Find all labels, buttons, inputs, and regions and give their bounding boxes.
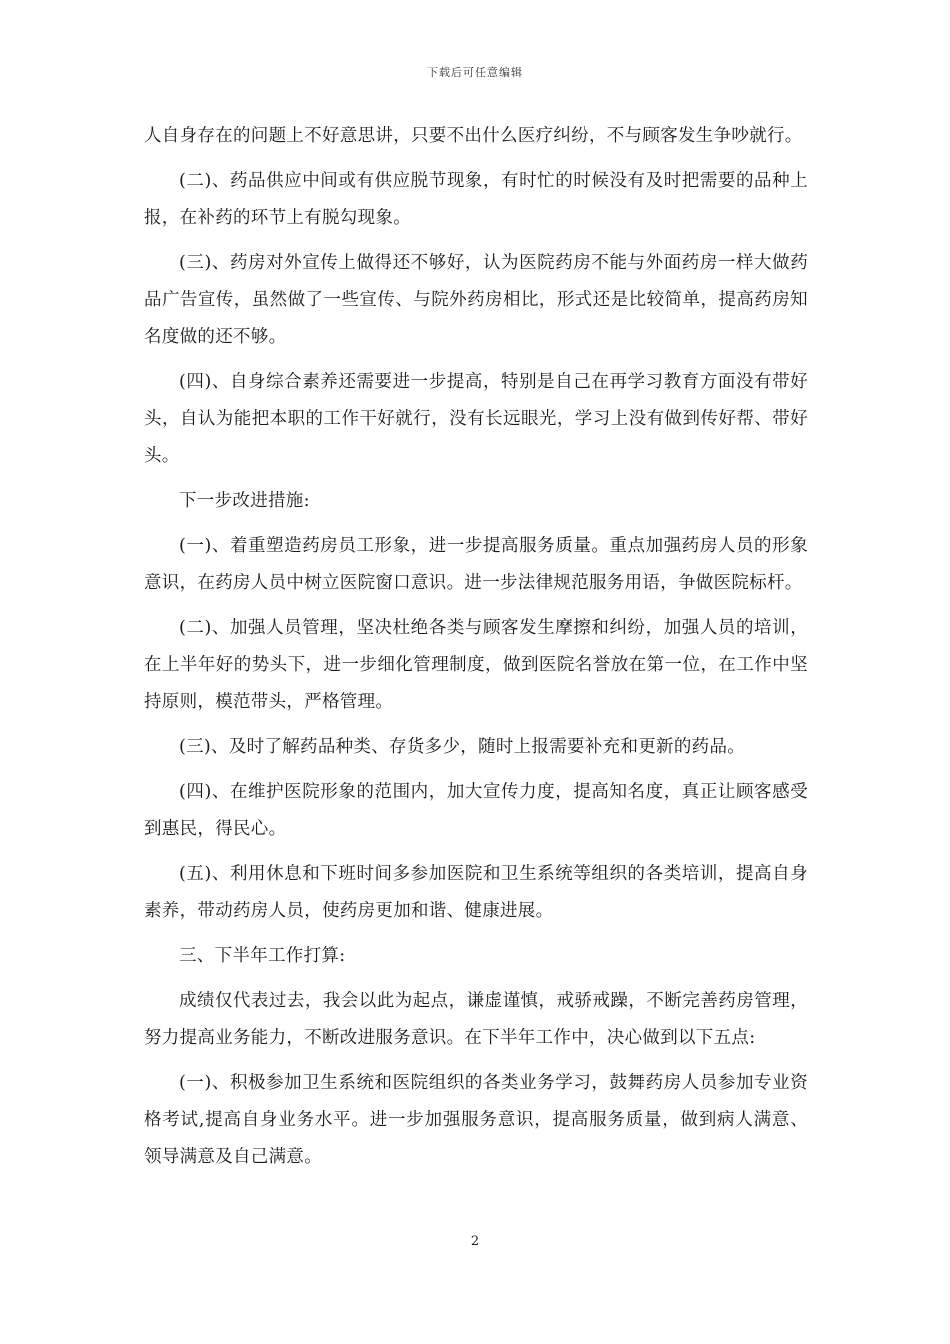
- paragraph-plan-1: (一)、积极参加卫生系统和医院组织的各类业务学习，鼓舞药房人员参加专业资格考试,提高自身业务水平。进一步加强服务意识，提高服务质量，做到病人满意、领导满意及自己满意。: [144, 1073, 808, 1167]
- paragraph-issue-4: (四)、自身综合素养还需要进一步提高，特别是自己在再学习教育方面没有带好头，自认为能把本职的工作干好就行，没有长远眼光，学习上没有做到传好帮、带好头。: [144, 372, 808, 466]
- paragraph-measure-4: (四)、在维护医院形象的范围内，加大宣传力度，提高知名度，真正让顾客感受到惠民，得民心。: [144, 782, 808, 839]
- page-header: 下载后可任意编辑: [427, 66, 523, 79]
- paragraph-measure-5: (五)、利用休息和下班时间多参加医院和卫生系统等组织的各类培训，提高自身素养，带动药房人员，使药房更加和谐、健康进展。: [144, 864, 808, 921]
- paragraph-measure-1: (一)、着重塑造药房员工形象，进一步提高服务质量。重点加强药房人员的形象意识，在药房人员中树立医院窗口意识。进一步法律规范服务用语，争做医院标杆。: [144, 536, 808, 593]
- paragraph-measure-2: (二)、加强人员管理，坚决杜绝各类与顾客发生摩擦和纠纷，加强人员的培训，在上半年好的势头下，进一步细化管理制度，做到医院名誉放在第一位，在工作中坚持原则，模范带头，严格管理。: [144, 618, 808, 712]
- paragraph-continuation: 人自身存在的问题上不好意思讲，只要不出什么医疗纠纷，不与顾客发生争吵就行。: [144, 126, 803, 146]
- paragraph-issue-3: (三)、药房对外宣传上做得还不够好，认为医院药房不能与外面药房一样大做药品广告宣传，虽然做了一些宣传、与院外药房相比，形式还是比较简单，提高药房知名度做的还不够。: [144, 253, 808, 347]
- section-heading-improvements: 下一步改进措施:: [179, 491, 310, 511]
- document-body: [144, 118, 808, 1184]
- section-heading-plan: 三、下半年工作打算:: [179, 946, 346, 966]
- paragraph-measure-3: (三)、及时了解药品种类、存货多少，随时上报需要补充和更新的药品。: [179, 737, 746, 757]
- paragraph-plan-intro: 成绩仅代表过去，我会以此为起点，谦虚谨慎，戒骄戒躁，不断完善药房管理，努力提高业务能力，不断改进服务意识。在下半年工作中，决心做到以下五点:: [144, 991, 808, 1048]
- paragraph-issue-2: (二)、药品供应中间或有供应脱节现象，有时忙的时候没有及时把需要的品种上报，在补药的环节上有脱勾现象。: [144, 171, 808, 228]
- page-number: 2: [470, 1234, 480, 1249]
